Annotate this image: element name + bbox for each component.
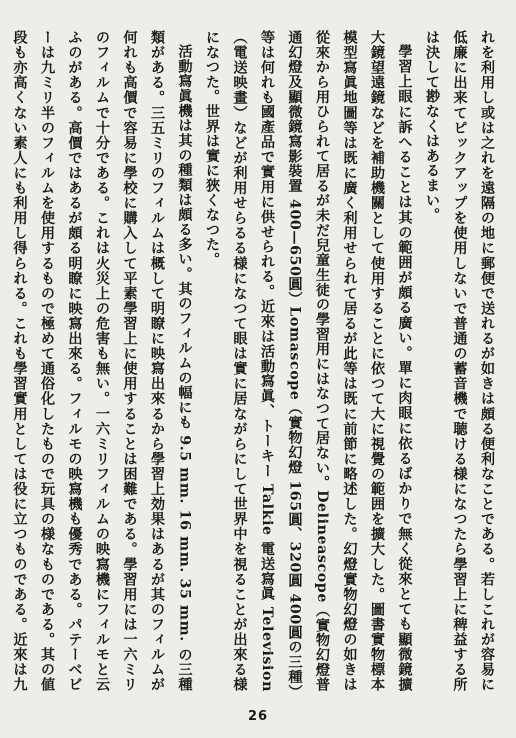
paragraph-3: 活動寫眞機は其の種類は頗る多い。其のフィルムの幅にも 9.5 mm. 16 mm. 35 mm. の三種類がある。三五ミリのフィルムは概して明瞭に映寫出來るから學習上効果はあるが其のフィルムが何れも高價で容易に學校に購入して平素學習上に使用することは困難である。學習用には一六ミリのフィルムで十分である。これは火災上の危害も無い。一六ミリフィルムの映寫機にフィルモと云ふのがある。高價ではあるが頗る明瞭に映寫出來る。フィルモの映寫機も優秀である。パテーベビーは九ミリ半のフィルムを使用するもので極めて通俗化したもので玩具の様なものである。其の値段も亦高くない素人にも利用し得られる。これも學習實用としては役に立つものである。近來は九	[11, 30, 193, 692]
vertical-text-body	[11, 30, 500, 692]
paragraph-1: れを利用し或は之れを遠隔の地に郵便で送れるが如きは頗る便利なことである。若しこれが容易に低廉に出来てピックアップを使用しないで普通の蓄音機で聴ける様になつたら學習上に稗益する所は決して尠なくはあるまい。	[424, 30, 495, 692]
page-number: 26	[247, 709, 269, 724]
paragraph-2: 學習上眼に訴へることは其の範囲が頗る廣い。單に肉眼に依るばかりで無く從來とても顯微鏡擴大鏡望遠鏡などを補助機關として使用することに依つて大に視覺の範囲を擴大した。圖書實物標本模型寫眞地圖等は既に廣く利用せられて居るが此等は既に前節に略述した。幻燈實物幻燈の如きは從來から用ひられて居るが未だ兒童生徒の學習用にはなつて居ない。Delineascope（實物幻燈普通幻燈及顯微鏡寫影裝置 400—650圓）Lomascope（實物幻燈 165圓、320圓 400圓の三種）等は何れも國產品で實用に供せられる。近來は活動寫眞、トーキー Talkie 電送寫眞 Television（電送映畫）などが利用せらるる様になつて眼は實に居ながらにして世界中を視ることが出來る様になつた。世界は實に狹くなつた。	[204, 30, 413, 692]
